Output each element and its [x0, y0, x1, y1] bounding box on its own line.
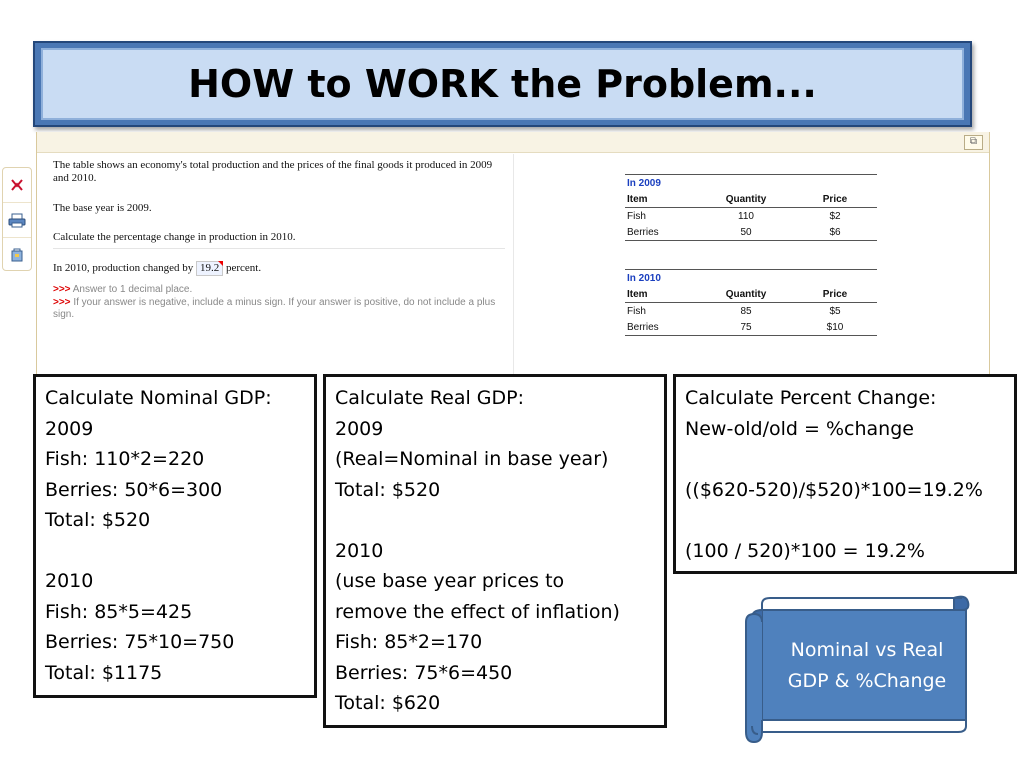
table-year-label: In 2009: [625, 175, 877, 192]
box-line: Berries: 75*10=750: [45, 631, 235, 653]
title-banner: [33, 41, 972, 127]
box-line: New-old/old = %change: [685, 417, 914, 440]
side-toolbar: [2, 167, 32, 271]
box-line: Total: $1175: [45, 661, 163, 684]
box-line: (100 / 520)*100 = 19.2%: [685, 539, 925, 562]
answer-prefix: In 2010, production changed by: [53, 262, 194, 274]
table-2010: [625, 269, 877, 336]
hint-decimal-text: Answer to 1 decimal place.: [72, 284, 193, 295]
box-line: Total: $520: [335, 478, 441, 501]
box-line: 2009: [335, 417, 384, 440]
problem-intro: The table shows an economy's total production and the prices of the final goods it produced in 2009 and 2010.: [53, 159, 493, 184]
cell: Berries: [625, 224, 699, 241]
cell: $5: [829, 305, 841, 317]
box-line: Total: $520: [45, 509, 151, 531]
box-line: Calculate Percent Change:: [685, 387, 937, 409]
cell: $10: [793, 319, 877, 336]
box-line: 2009: [45, 417, 94, 440]
problem-task: Calculate the percentage change in production in 2010.: [53, 231, 296, 243]
box-line: Berries: 75*6=450: [335, 661, 513, 684]
cell: 50: [699, 224, 793, 241]
hint-decimal: [53, 284, 513, 296]
hint-sign: [53, 297, 513, 321]
cell: Berries: [625, 319, 699, 336]
percent-change-box: [673, 374, 1017, 574]
pdf-button[interactable]: [3, 168, 31, 203]
table-row: [625, 319, 877, 336]
answer-value: 19.2: [199, 262, 220, 274]
tools-icon: [9, 247, 25, 263]
col-header: Price: [793, 191, 877, 208]
box-line: 2010: [335, 539, 384, 562]
print-icon: [8, 212, 26, 228]
question-divider: [53, 248, 505, 249]
col-header: Item: [625, 191, 699, 208]
table-row: [625, 303, 877, 320]
box-line: (($620-520)/$520)*100=19.2%: [685, 478, 983, 501]
answer-line: [53, 261, 261, 276]
answer-flag-icon: [218, 261, 223, 266]
col-header: Quantity: [699, 286, 793, 303]
box-line: Calculate Real GDP:: [335, 387, 524, 409]
col-header: Item: [625, 286, 699, 303]
box-line: Fish: 85*2=170: [335, 631, 483, 653]
slide-title: HOW to WORK the Problem...: [188, 62, 817, 106]
box-line: Fish: 110*2=220: [45, 448, 205, 470]
box-line: [45, 536, 305, 567]
pdf-icon: [9, 177, 25, 193]
real-gdp-box: [323, 374, 667, 728]
screen-top-bar: [37, 132, 989, 153]
box-line: 2010: [45, 570, 94, 592]
answer-suffix: percent.: [225, 262, 262, 274]
popout-button[interactable]: [964, 135, 983, 150]
tools-button[interactable]: [3, 238, 31, 272]
scroll-label: [774, 635, 960, 697]
title-panel: [41, 48, 964, 120]
table-2009: [625, 174, 877, 241]
nominal-gdp-box: [33, 374, 317, 698]
hint-arrow: >>>: [53, 284, 71, 295]
box-line: Fish: 85*5=425: [45, 600, 193, 623]
cell: $6: [793, 224, 877, 241]
box-line: Total: $620: [335, 692, 441, 714]
scroll-label-line1: Nominal vs Real: [790, 639, 944, 661]
cell: Fish: [627, 305, 646, 317]
pane-divider: [513, 154, 514, 377]
box-line: Calculate Nominal GDP:: [45, 387, 272, 409]
cell: 75: [699, 319, 793, 336]
scroll-label-line2: GDP & %Change: [787, 670, 947, 692]
cell: $2: [829, 210, 841, 222]
table-row: [625, 224, 877, 241]
cell: 110: [738, 210, 754, 222]
box-line: [685, 444, 1005, 475]
box-line: (Real=Nominal in base year): [335, 448, 609, 470]
cell: Fish: [627, 210, 646, 222]
box-line: Berries: 50*6=300: [45, 478, 223, 501]
box-line: (use base year prices to: [335, 570, 565, 592]
col-header: Price: [793, 286, 877, 303]
box-line: remove the effect of inflation): [335, 600, 620, 623]
col-header: Quantity: [699, 191, 793, 208]
table-row: [625, 208, 877, 225]
homework-screen: [36, 132, 990, 377]
print-button[interactable]: [3, 203, 31, 238]
hint-sign-text: If your answer is negative, include a minus sign. If your answer is positive, do not include a plus sign.: [53, 297, 496, 320]
table-year-label: In 2010: [625, 270, 877, 287]
popout-icon: ⧉: [969, 136, 978, 147]
hint-arrow: >>>: [53, 297, 71, 308]
box-line: [685, 505, 1005, 536]
box-line: [335, 505, 655, 536]
answer-input[interactable]: [196, 261, 223, 276]
problem-base-year: The base year is 2009.: [53, 202, 152, 214]
cell: 85: [740, 305, 752, 317]
